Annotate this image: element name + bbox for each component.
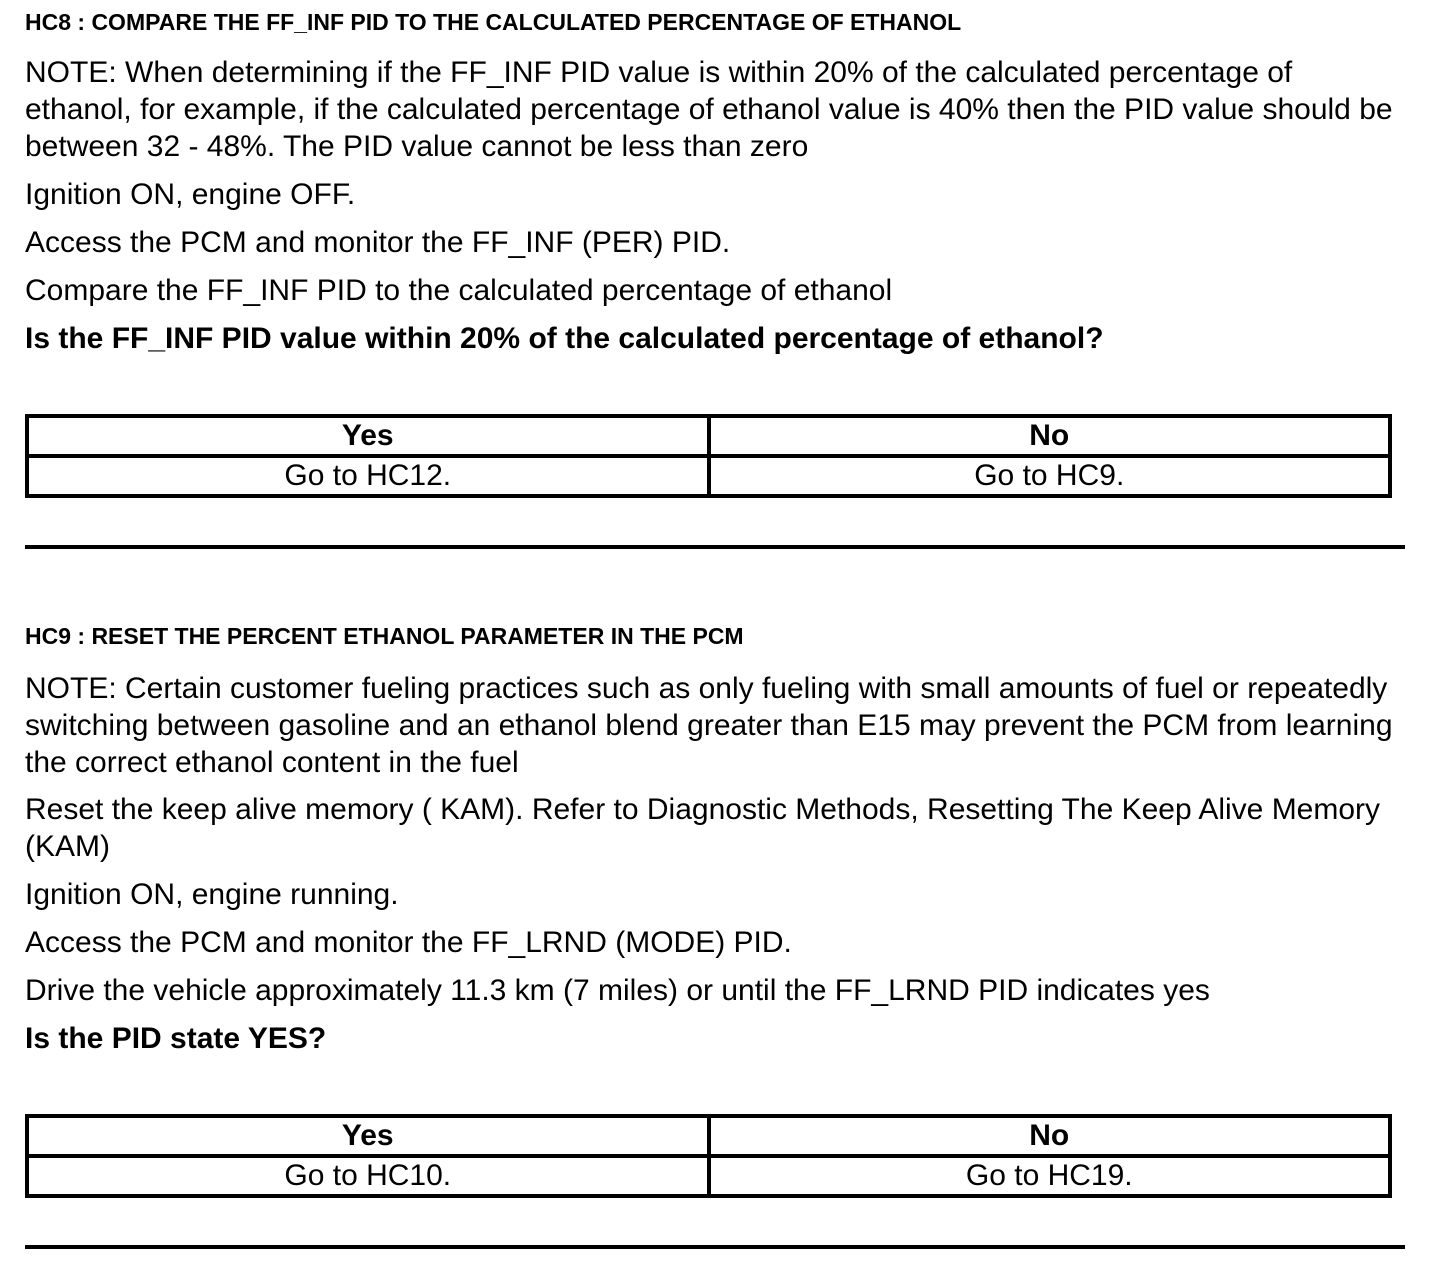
hc8-no-header: No (709, 416, 1391, 456)
hc9-yes-header: Yes (27, 1116, 709, 1156)
hc9-yes-action: Go to HC10. (27, 1156, 709, 1196)
hc8-answer-table (25, 414, 1392, 498)
hc8-question-text: Is the FF_INF PID value within 20% of the calculated percentage of ethanol? (25, 322, 1104, 355)
hc9-title-text: HC9 : RESET THE PERCENT ETHANOL PARAMETER IN THE PCM (25, 623, 744, 649)
hc8-step-3-text: Compare the FF_INF PID to the calculated percentage of ethanol (25, 274, 893, 307)
hc9-title (25, 622, 1405, 650)
hc8-yes-action: Go to HC12. (27, 456, 709, 496)
hc8-question (25, 320, 1405, 357)
hc8-title-text: HC8 : COMPARE THE FF_INF PID TO THE CALCULATED PERCENTAGE OF ETHANOL (25, 9, 962, 35)
hc9-no-header: No (709, 1116, 1391, 1156)
hc9-step-2 (25, 876, 1405, 913)
hc9-answer-table (25, 1114, 1392, 1198)
hc8-step-1 (25, 176, 1405, 213)
hc9-step-4 (25, 972, 1405, 1009)
hc8-note (25, 54, 1405, 165)
hc9-note-text: NOTE: Certain customer fueling practices such as only fueling with small amounts of fuel or repeatedly switching between gasoline and an ethanol blend greater than E15 may prevent the PCM from learning the correct ethanol content in the fuel (25, 672, 1393, 779)
hc9-step-1-prefix: Reset the keep alive memory ( KAM). Refer to (25, 793, 647, 826)
hc8-yes-header: Yes (27, 416, 709, 456)
hc8-no-action: Go to HC9. (709, 456, 1391, 496)
hc9-step-3 (25, 924, 1405, 961)
hc9-step-1 (25, 791, 1405, 865)
hc9-question (25, 1020, 1405, 1057)
hc8-divider (25, 545, 1405, 549)
hc9-step-4-text: Drive the vehicle approximately 11.3 km (7 miles) or until the FF_LRND PID indicates yes (25, 974, 1210, 1007)
hc9-no-action: Go to HC19. (709, 1156, 1391, 1196)
hc9-answer-action-row (27, 1156, 1390, 1196)
hc8-step-1-text: Ignition ON, engine OFF. (25, 178, 356, 211)
hc9-answer-header-row (27, 1116, 1390, 1156)
hc9-step-3-text: Access the PCM and monitor the FF_LRND (MODE) PID. (25, 926, 792, 959)
hc9-divider (25, 1245, 1405, 1249)
hc9-step-2-text: Ignition ON, engine running. (25, 878, 399, 911)
hc8-answer-action-row (27, 456, 1390, 496)
hc8-title (25, 8, 1405, 36)
hc8-note-text: NOTE: When determining if the FF_INF PID value is within 20% of the calculated percentage of ethanol, for example, if the calculated percentage of ethanol value is 40% then the PID value should be between 32 - 48%. The PID value cannot be less than zero (25, 56, 1393, 163)
hc9-kam-reference-link[interactable]: Diagnostic Methods, Resetting The Keep Alive Memory (KAM) (25, 793, 1381, 863)
hc8-step-2-text: Access the PCM and monitor the FF_INF (PER) PID. (25, 226, 731, 259)
hc8-step-3 (25, 272, 1405, 309)
hc9-step-1-text (25, 791, 1405, 865)
hc8-step-2 (25, 224, 1405, 261)
hc9-question-text: Is the PID state YES? (25, 1022, 327, 1055)
hc9-note (25, 670, 1405, 781)
hc8-answer-header-row (27, 416, 1390, 456)
